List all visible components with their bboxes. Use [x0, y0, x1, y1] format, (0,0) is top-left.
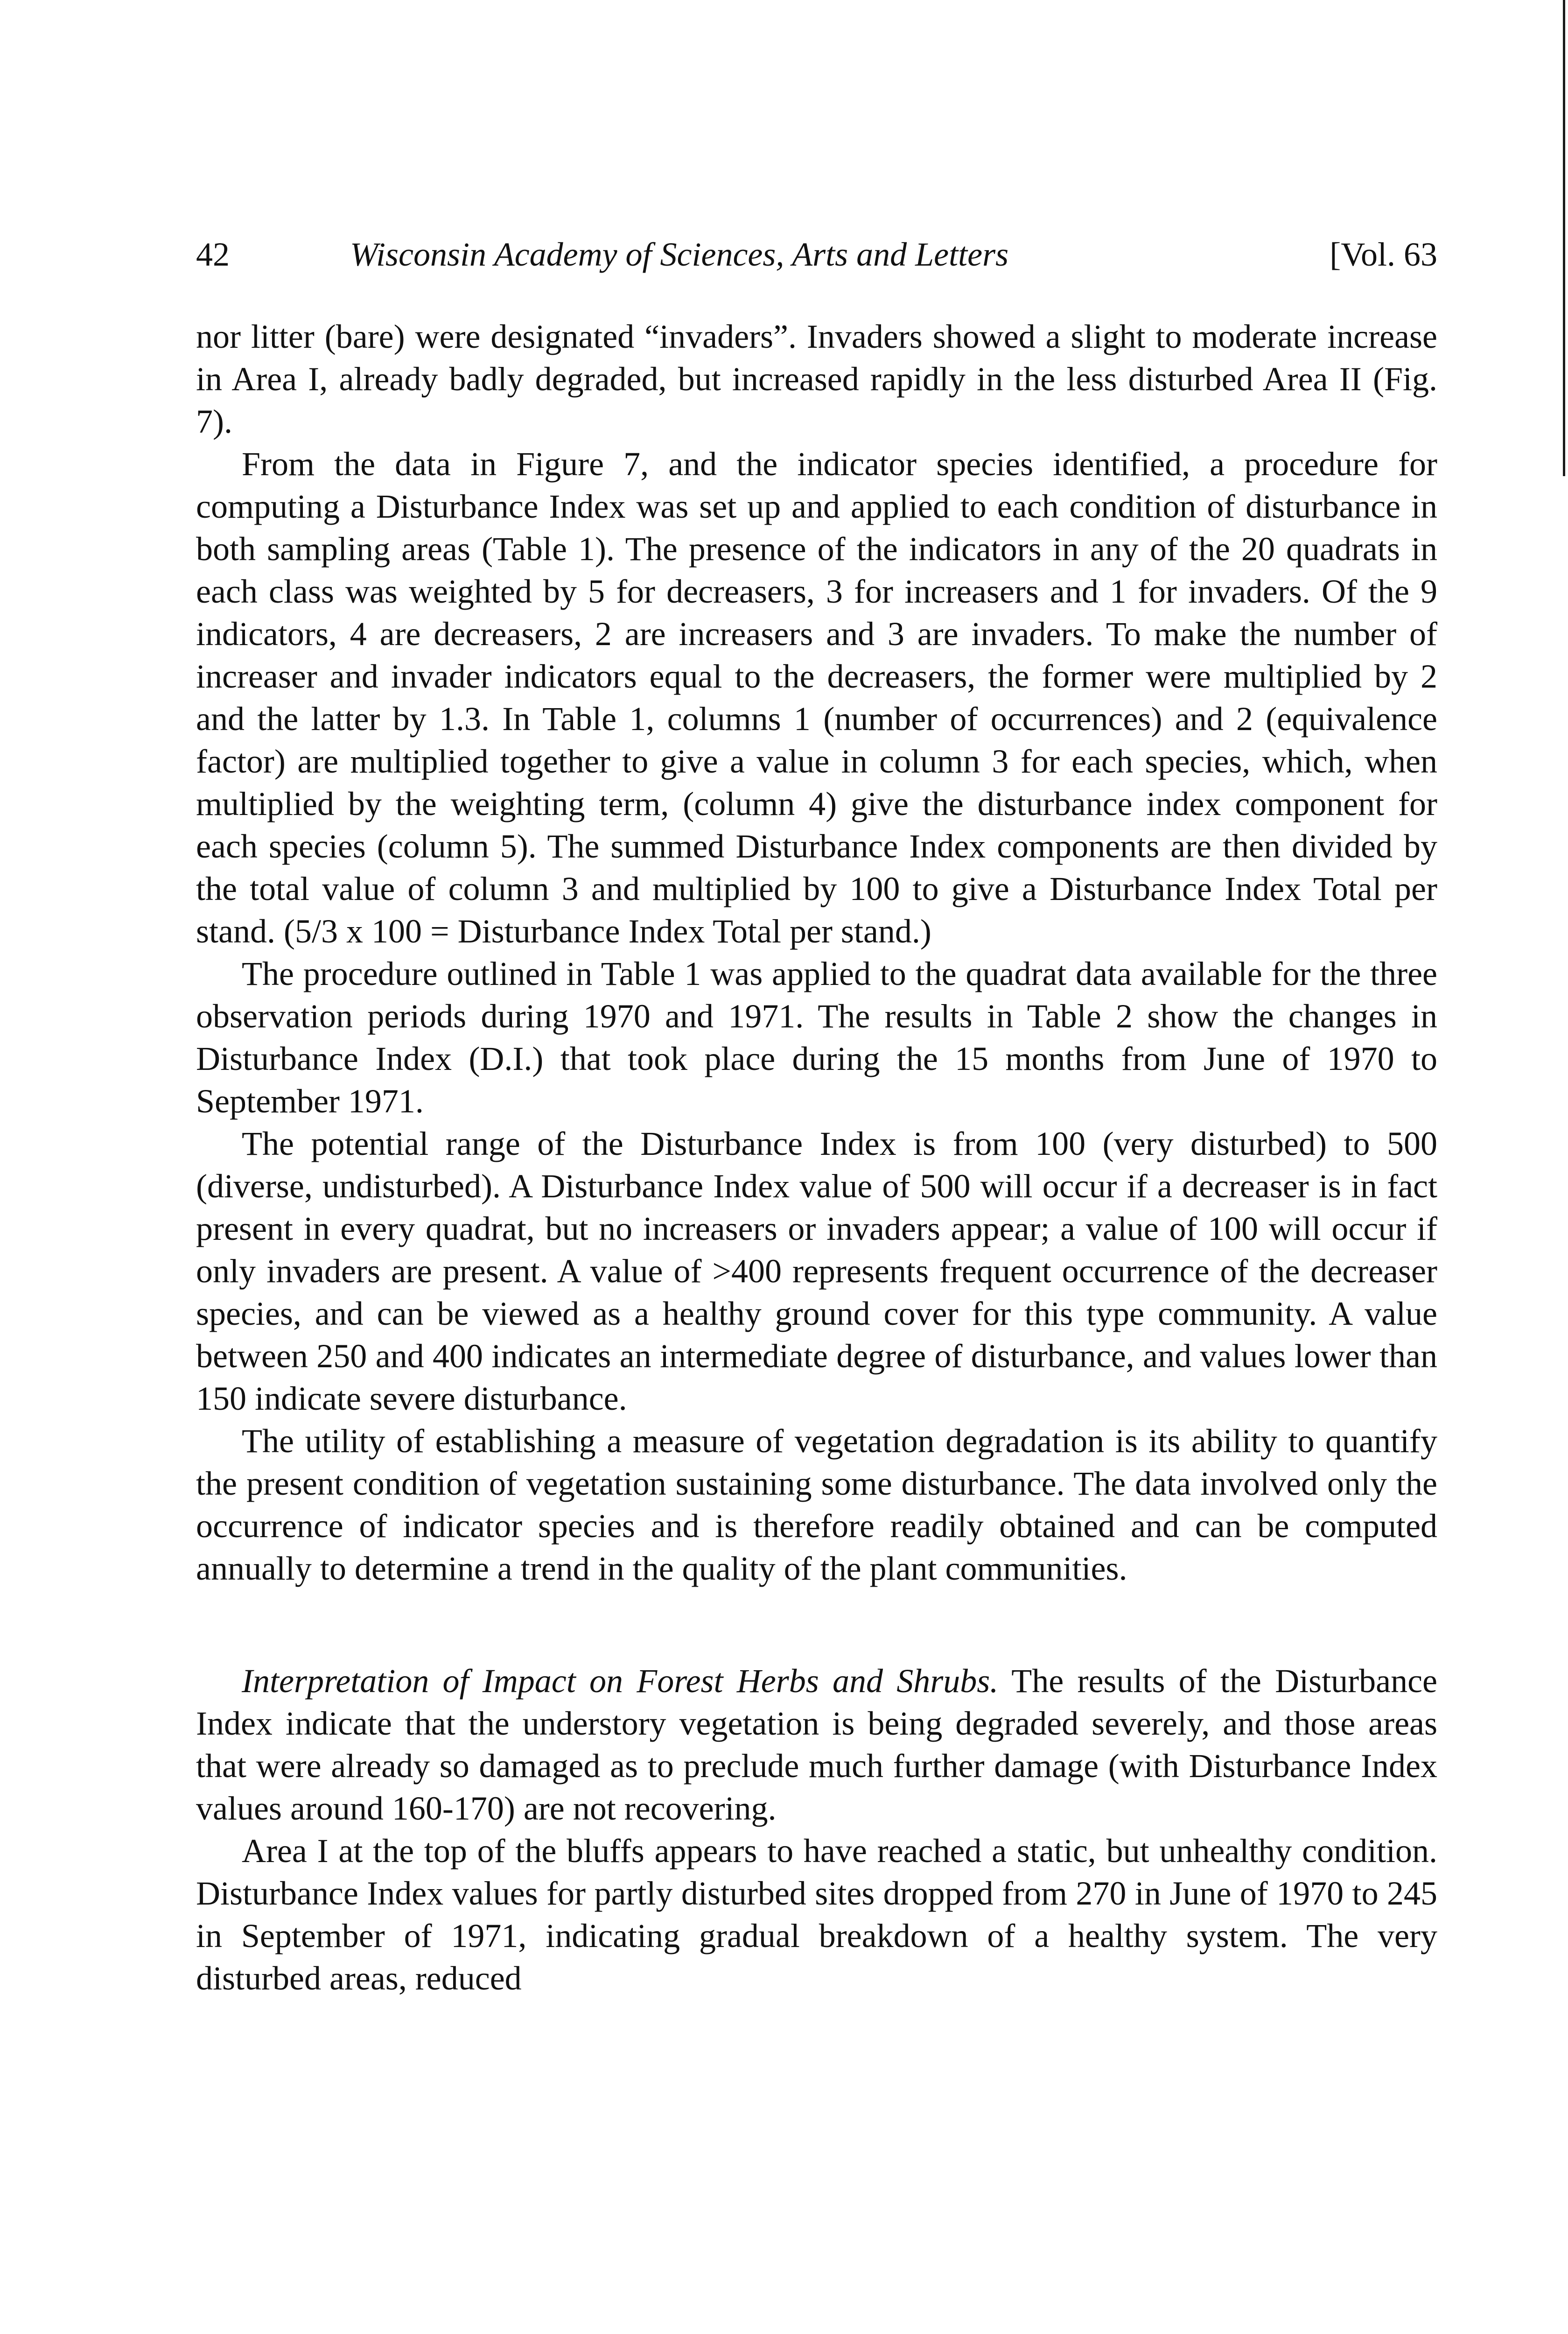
journal-title: Wisconsin Academy of Sciences, Arts and Letters — [350, 236, 1009, 273]
paragraph-area-one: Area I at the top of the bluffs appears to have reached a static, but unhealthy condition. Disturbance Index values for partly disturbed sites dropped from 270 in June of 1970 to 245 in September of 1971, indicating gradual breakdown of a healthy system. The very disturbed areas, reduced — [196, 1832, 1437, 1997]
paragraph-index-range: The potential range of the Disturbance Index is from 100 (very disturbed) to 500 (diverse, undisturbed). A Disturbance Index value of 500 will occur if a decreaser is in fact present in every quadrat, but no increasers or invaders appear; a value of 100 will occur if only invaders are present. A value of >400 represents frequent occurrence of the decreaser species, and can be viewed as a healthy ground cover for this type community. A value between 250 and 400 indicates an intermediate degree of disturbance, and values lower than 150 indicate severe disturbance. — [196, 1125, 1437, 1417]
scan-edge-shadow — [1563, 0, 1565, 476]
running-head — [196, 233, 1437, 275]
paragraph-disturbance-index-procedure: From the data in Figure 7, and the indicator species identified, a procedure for computing a Disturbance Index was set up and applied to each condition of disturbance in both sampling areas (Table 1). The presence of the indicators in any of the 20 quadrats in each class was weighted by 5 for decreasers, 3 for increasers and 1 for invaders. Of the 9 indicators, 4 are decreasers, 2 are increasers and 3 are invaders. To make the number of increaser and invader indicators equal to the decreasers, the former were multiplied by 2 and the latter by 1.3. In Table 1, columns 1 (number of occurrences) and 2 (equivalence factor) are multiplied together to give a value in column 3 for each species, which, when multiplied by the weighting term, (column 4) give the disturbance index component for each species (column 5). The summed Disturbance Index components are then divided by the total value of column 3 and multiplied by 100 to give a Disturbance Index Total per stand. (5/3 x 100 = Disturbance Index Total per stand.) — [196, 445, 1437, 950]
section-spacer — [196, 1590, 1437, 1660]
section-paragraph-interpretation — [196, 1660, 1437, 1830]
section-lead-text: The results of the Disturbance Index indicate that the understory vegetation is being degraded severely, and those areas that were already so damaged as to preclude much further damage (with Disturbance Index values around 160-170) are not recovering. — [196, 1662, 1437, 1827]
paragraph-invaders: nor litter (bare) were designated “invaders”. Invaders showed a slight to moderate increase in Area I, already badly degraded, but increased rapidly in the less disturbed Area II (Fig. 7). — [196, 318, 1437, 440]
paragraph-table-2-results: The procedure outlined in Table 1 was applied to the quadrat data available for the three observation periods during 1970 and 1971. The results in Table 2 show the changes in Disturbance Index (D.I.) that took place during the 15 months from June of 1970 to September 1971. — [196, 955, 1437, 1120]
journal-page — [196, 233, 1437, 2000]
paragraph-utility: The utility of establishing a measure of vegetation degradation is its ability to quantify the present condition of vegetation sustaining some disturbance. The data involved only the occurrence of indicator species and is therefore readily obtained and can be computed annually to determine a trend in the quality of the plant communities. — [196, 1422, 1437, 1587]
section-heading: Interpretation of Impact on Forest Herbs and Shrubs. — [242, 1662, 999, 1700]
page-number: 42 — [196, 236, 230, 273]
volume-label: [Vol. 63 — [1330, 236, 1437, 273]
